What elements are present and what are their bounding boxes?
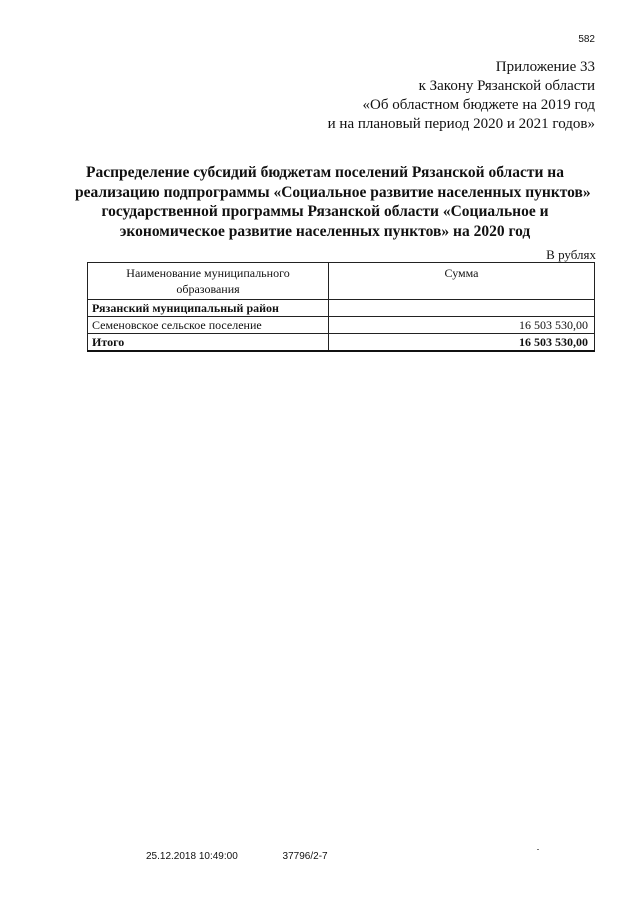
row-name: Итого [88,334,329,352]
row-sum: 16 503 530,00 [329,317,595,334]
row-sum: 16 503 530,00 [329,334,595,352]
appendix-header [328,58,595,134]
table-row-settlement [88,317,595,334]
column-header-sum: Сумма [329,263,595,300]
row-name: Семеновское сельское поселение [88,317,329,334]
subsidy-table [87,262,595,352]
column-header-name [88,263,329,300]
footer-datetime: 25.12.2018 10:49:00 [146,851,238,862]
title-line-1: Распределение субсидий бюджетам поселений Рязанской области на [86,164,564,181]
appendix-line-4: и на плановый период 2020 и 2021 годов» [327,116,595,132]
footer-code: 37796/2-7 [282,851,328,862]
column-header-name-line-2: образования [176,282,240,296]
column-header-name-line-1: Наименование муниципального [126,266,290,280]
table-row-total [88,334,595,352]
title-line-4: экономическое развитие населенных пунктов» на 2020 год [119,222,531,240]
row-name: Рязанский муниципальный район [88,300,329,317]
scan-speck [537,849,539,850]
title-line-3: государственной программы Рязанской области «Социальное и [101,203,549,220]
page-number: 582 [578,34,595,45]
title-line-2: реализацию подпрограммы «Социальное развитие населенных пунктов» [75,183,591,201]
table-header-row [88,263,595,300]
table-row-district [88,300,595,317]
currency-unit: В рублях [546,247,596,262]
appendix-line-3: «Об областном бюджете на 2019 год [362,97,595,113]
row-sum [329,300,595,317]
appendix-line-1: Приложение 33 [495,59,595,75]
document-title [75,163,591,241]
document-footer [146,851,328,862]
appendix-line-2: к Закону Рязанской области [418,78,595,94]
